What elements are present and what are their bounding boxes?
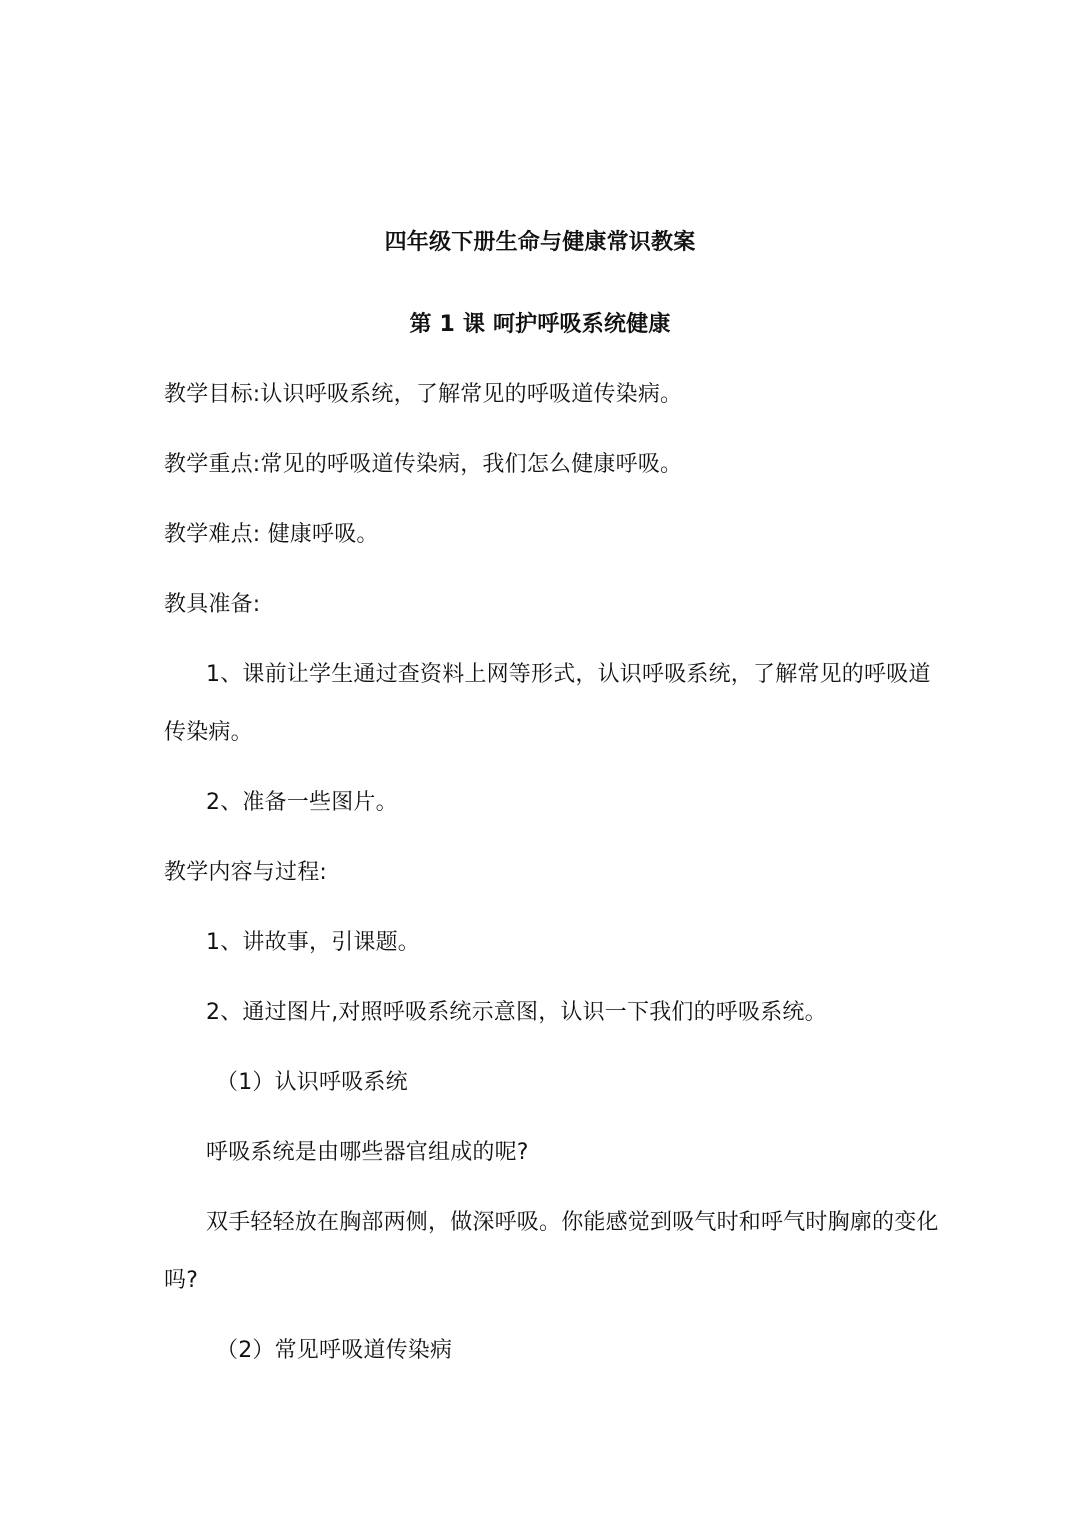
- materials-item-1-continued: 传染病。: [164, 720, 253, 745]
- question-organs: 呼吸系统是由哪些器官组成的呢?: [206, 1140, 529, 1165]
- subsection-2: （2）常见呼吸道传染病: [216, 1338, 453, 1363]
- breathing-exercise: 双手轻轻放在胸部两侧，做深呼吸。你能感觉到吸气时和呼气时胸廓的变化: [206, 1210, 939, 1235]
- subsection-1: （1）认识呼吸系统: [216, 1070, 408, 1095]
- teaching-difficulty: 教学难点: 健康呼吸。: [164, 522, 379, 547]
- materials-item-2: 2、准备一些图片。: [206, 790, 398, 815]
- breathing-exercise-continued: 吗?: [164, 1268, 199, 1293]
- document-title: 四年级下册生命与健康常识教案: [384, 230, 696, 255]
- materials-heading: 教具准备:: [164, 592, 261, 617]
- materials-item-1: 1、课前让学生通过查资料上网等形式，认识呼吸系统，了解常见的呼吸道: [206, 662, 931, 687]
- process-heading: 教学内容与过程:: [164, 860, 328, 885]
- teaching-goal: 教学目标:认识呼吸系统，了解常见的呼吸道传染病。: [164, 382, 683, 407]
- teaching-focus: 教学重点:常见的呼吸道传染病，我们怎么健康呼吸。: [164, 452, 683, 477]
- process-step-1: 1、讲故事，引课题。: [206, 930, 420, 955]
- process-step-2: 2、通过图片,对照呼吸系统示意图，认识一下我们的呼吸系统。: [206, 1000, 827, 1025]
- lesson-title: 第 1 课 呵护呼吸系统健康: [409, 312, 671, 337]
